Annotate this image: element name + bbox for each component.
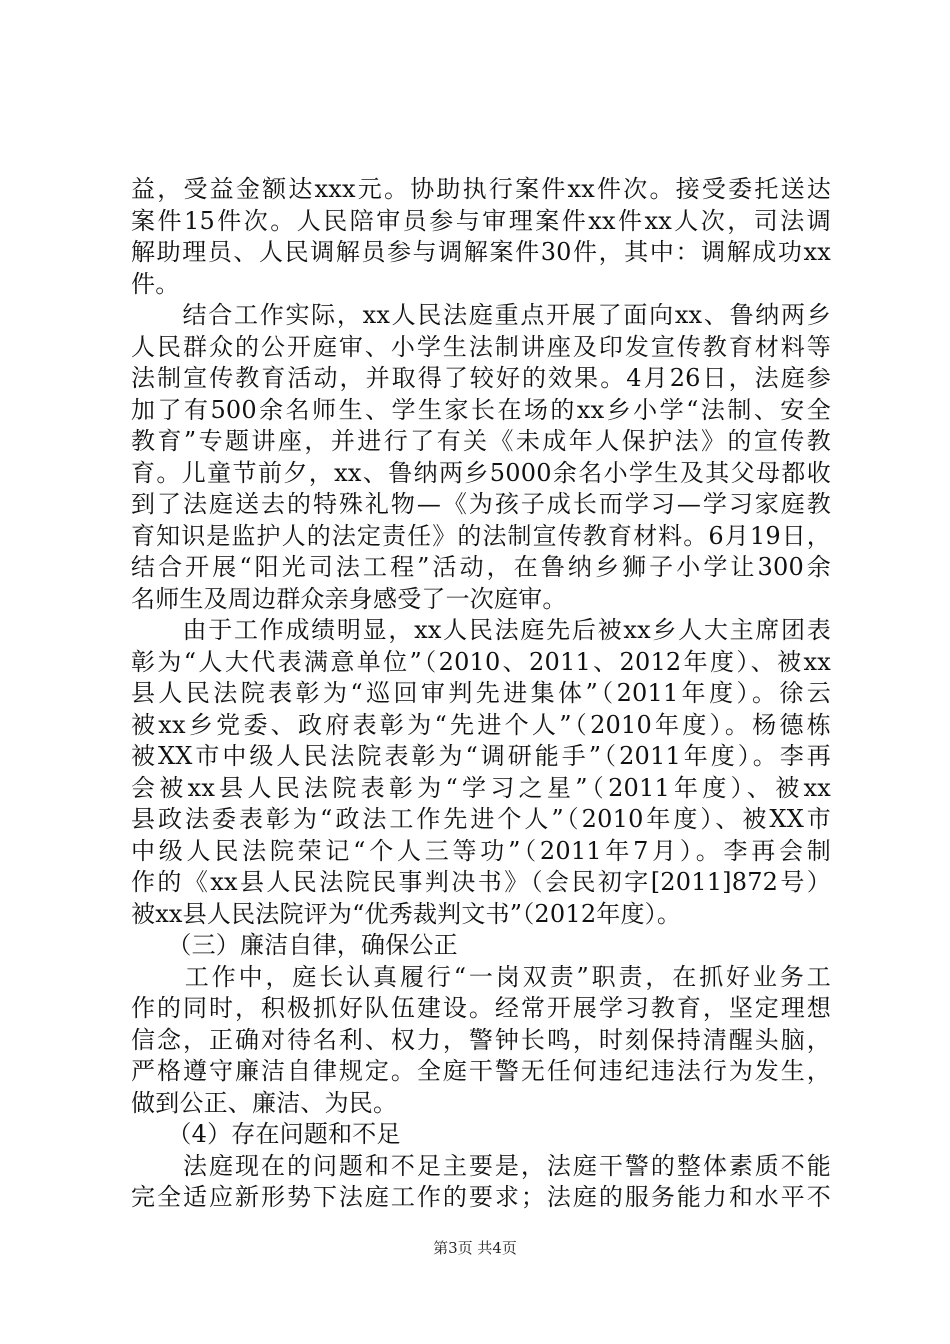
text-line: 完全适应新形势下法庭工作的要求；法庭的服务能力和水平不 xyxy=(131,1183,831,1211)
text-line: 教育”专题讲座，并进行了有关《未成年人保护法》的宣传教 xyxy=(131,427,831,455)
text-line: 会被xx县人民法院表彰为“学习之星”（2011年度）、被xx xyxy=(131,773,831,802)
text-line: 信念，正确对待名利、权力，警钟长鸣，时刻保持清醒头脑， xyxy=(131,1025,831,1054)
text-line: 县政法委表彰为“政法工作先进个人”（2010年度）、被XX市 xyxy=(131,805,831,833)
text-line: 名师生及周边群众亲身感受了一次庭审。 xyxy=(131,584,567,613)
page-footer: 第3页 共4页 xyxy=(433,1239,517,1257)
text-line: 被xx县人民法院评为“优秀裁判文书”（2012年度）。 xyxy=(131,899,682,928)
text-line: 到了法庭送去的特殊礼物—《为孩子成长而学习—学习家庭教 xyxy=(131,490,831,518)
text-line: 县人民法院表彰为“巡回审判先进集体”（2011年度）。徐云 xyxy=(131,679,831,707)
text-line: 中级人民法院荣记“个人三等功”（2011年7月）。李再会制 xyxy=(131,836,831,865)
text-line: 件。 xyxy=(131,269,180,298)
text-line: 法制宣传教育活动，并取得了较好的效果。4月26日，法庭参 xyxy=(131,364,831,392)
text-line: 结合开展“阳光司法工程”活动，在鲁纳乡狮子小学让300余 xyxy=(131,553,831,581)
document-body xyxy=(131,174,831,1214)
text-line: 育知识是监护人的法定责任》的法制宣传教育材料。6月19日， xyxy=(131,521,831,550)
text-line: 严格遵守廉洁自律规定。全庭干警无任何违纪违法行为发生， xyxy=(131,1057,831,1085)
text-line: （三）廉洁自律，确保公正 xyxy=(131,931,458,959)
text-line: （4）存在问题和不足 xyxy=(131,1120,401,1148)
text-line: 案件15件次。人民陪审员参与审理案件xx件xx人次，司法调 xyxy=(131,206,831,235)
text-line: 加了有500余名师生、学生家长在场的xx乡小学“法制、安全 xyxy=(131,395,831,424)
text-line: 作的《xx县人民法院民事判决书》（会民初字[2011]872号） xyxy=(131,868,831,896)
text-line: 做到公正、廉洁、为民。 xyxy=(131,1088,398,1117)
text-line: 由于工作成绩明显，xx人民法庭先后被xx乡人大主席团表 xyxy=(131,616,831,644)
text-line: 工作中，庭长认真履行“一岗双责”职责，在抓好业务工 xyxy=(131,962,831,991)
text-line: 人民群众的公开庭审、小学生法制讲座及印发宣传教育材料等 xyxy=(131,332,831,361)
text-line: 彰为“人大代表满意单位”（2010、2011、2012年度）、被xx xyxy=(131,647,831,676)
text-line: 被XX市中级人民法院表彰为“调研能手”（2011年度）。李再 xyxy=(131,742,831,770)
text-line: 结合工作实际，xx人民法庭重点开展了面向xx、鲁纳两乡 xyxy=(131,301,831,329)
text-line: 作的同时，积极抓好队伍建设。经常开展学习教育，坚定理想 xyxy=(131,994,831,1022)
text-line: 被xx乡党委、政府表彰为“先进个人”（2010年度）。杨德栋 xyxy=(131,710,831,739)
text-line: 育。儿童节前夕，xx、鲁纳两乡5000余名小学生及其父母都收 xyxy=(131,458,831,487)
text-line: 解助理员、人民调解员参与调解案件30件，其中：调解成功xx xyxy=(131,238,831,266)
text-line: 法庭现在的问题和不足主要是，法庭干警的整体素质不能 xyxy=(131,1151,831,1180)
text-line: 益，受益金额达xxx元。协助执行案件xx件次。接受委托送达 xyxy=(131,175,831,203)
